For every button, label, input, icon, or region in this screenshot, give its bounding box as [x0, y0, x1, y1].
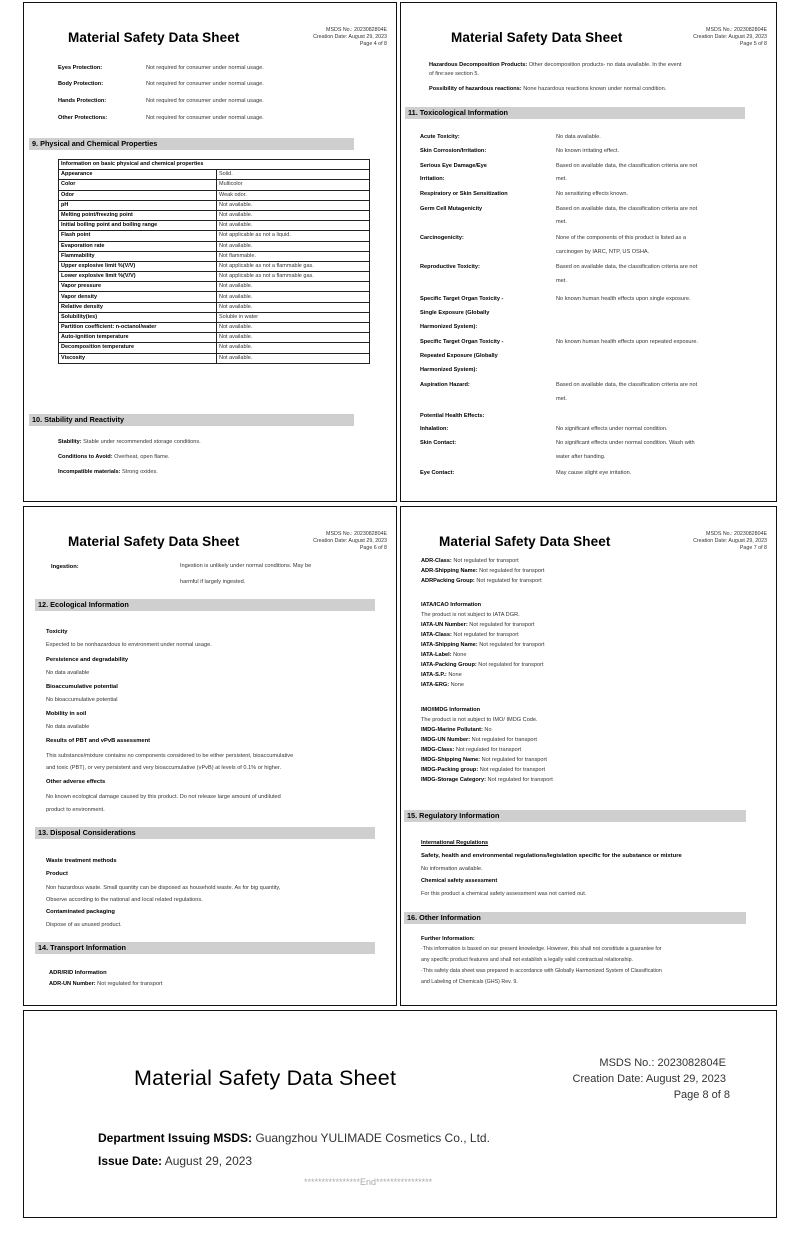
table-row: Viscosity Not available.: [59, 353, 370, 363]
section-11-header: 11. Toxicological Information: [405, 107, 745, 119]
product-text: Non hazardous waste. Small quantity can be disposed as household waste. As for big quantity,: [46, 885, 281, 891]
eco-heading: Persistence and degradability: [46, 657, 129, 663]
table-row: Flammability Not flammable.: [59, 251, 370, 261]
creation-date: Creation Date: August 29, 2023: [313, 538, 387, 544]
section-10-header: 10. Stability and Reactivity: [29, 414, 354, 426]
eco-heading: Mobility in soil: [46, 711, 87, 717]
creation-date: Creation Date: August 29, 2023: [313, 34, 387, 40]
eco-text-cont: and toxic (PBT), or very persistent and very bioaccumulative (vPvB) at levels of 0.1% or higher.: [46, 765, 282, 771]
transport-line: IMDG-Shipping Name: Not regulated for transport: [421, 757, 547, 763]
page-8: [23, 1010, 777, 1218]
transport-line: IATA-Shipping Name: Not regulated for transport: [421, 642, 545, 648]
table-row: Appearance Solid.: [59, 170, 370, 180]
eco-text: This substance/mixture contains no components considered to be either persistent, bioaccumulative: [46, 753, 294, 759]
further-info-text: ·This information is based on our present knowledge. However, this shall not constitute a guarantee for: [421, 946, 662, 952]
doc-meta: [693, 531, 767, 552]
stability-line: Stability: Stable under recommended storage conditions.: [58, 439, 201, 445]
table-row: Lower explosive limit %(V/V) Not applicable as not a flammable gas.: [59, 272, 370, 282]
page-5: Material Safety Data Sheet MSDS No.: 2023082804E Creation Date: August 29, 2023 Page 5 of 8 Hazardous Decomposition Products: Other decomposition products- no data available. In the event of fire:see section 5. Possibility of hazardous reactions: None hazardous reactions known under normal condition. 11. Toxicological Information Acute Toxicity: No data available. Skin Corrosion/Irritation: No known irritating effect. Serious Eye Damage/Eye Based on available data, the classification criteria are not Irritation: met. Respiratory or Skin Sensitization No sensitizing effects known. Germ Cell Mutagenicity Based on available data, the classification criteria are not met. Carcinogenicity: None of the components of this product is listed as a carcinogen by IARC, NTP, US OSHA. Reproductive Toxicity: Based on available data, the classification criteria are not met. Specific Target Organ Toxicity - No known human health effects upon single exposure. Single Exposure (Globally Harmonized System): Specific Target Organ Toxicity - No known human health effects upon repeated exposure. Repeated Exposure (Globally Harmonized System): Aspiration Hazard: Based on available data, the classification criteria are not met. Potential Health Effects: Inhalation: No significant effects under normal condition. Skin Contact: No significant effects under normal condition. Wash with water after handing. Eye Contact: May cause slight eye irritation.: [400, 2, 777, 502]
ingestion-label: Ingestion:: [51, 564, 79, 570]
eco-text: No known ecological damage caused by this product. Do not release large amount of undiluted: [46, 794, 281, 800]
transport-line: ADR-Shipping Name: Not regulated for transport: [421, 568, 545, 574]
transport-line: IMDG-UN Number: Not regulated for transport: [421, 737, 537, 743]
further-info-text: ·This safety data sheet was prepared in accordance with Globally Harmonized System of Classification: [421, 968, 662, 974]
table-header: Information on basic physical and chemical properties: [59, 160, 370, 170]
msds-number: MSDS No.: 2023082804E: [706, 27, 767, 33]
doc-title: Material Safety Data Sheet: [68, 30, 240, 45]
section-14-header: 14. Transport Information: [35, 942, 375, 954]
table-row: Flash point Not applicable as not a liquid.: [59, 231, 370, 241]
safety-regulations-heading: Safety, health and environmental regulations/legislation specific for the substance or mixture: [421, 853, 682, 859]
msds-number: MSDS No.: 2023082804E: [599, 1057, 726, 1069]
doc-title: Material Safety Data Sheet: [439, 534, 611, 549]
doc-meta: [313, 531, 387, 552]
table-row: Melting point/freezing point Not available.: [59, 210, 370, 220]
section-16-header: 16. Other Information: [404, 912, 746, 924]
page-header: [24, 3, 396, 53]
hazardous-decomposition-cont: of fire:see section 5.: [429, 71, 480, 77]
doc-meta: [313, 27, 387, 48]
adr-un-line: ADR-UN Number: Not regulated for transport: [49, 981, 163, 987]
doc-title: Material Safety Data Sheet: [68, 534, 240, 549]
page-header: [401, 507, 776, 557]
page-header: [24, 507, 396, 557]
ingestion-value-cont: harmful if largely ingested.: [180, 579, 246, 585]
physical-properties-table: [58, 159, 370, 364]
table-row: pH Not available.: [59, 200, 370, 210]
eco-heading: Other adverse effects: [46, 779, 106, 785]
section-9-header: 9. Physical and Chemical Properties: [29, 138, 354, 150]
transport-line: IATA-Packing Group: Not regulated for transport: [421, 662, 544, 668]
transport-line: IMDG-Marine Pollutant: No: [421, 727, 492, 733]
ingestion-value: Ingestion is unlikely under normal conditions. May be: [180, 563, 312, 569]
issuing-department: Department Issuing MSDS: Guangzhou YULIMADE Cosmetics Co., Ltd.: [98, 1131, 490, 1145]
incompatible-line: Incompatible materials: Strong oxides.: [58, 469, 158, 475]
msds-number: MSDS No.: 2023082804E: [326, 531, 387, 537]
further-info-text: any specific product features and shall not establish a legally valid contractual relationship.: [421, 957, 633, 963]
table-row: Auto-ignition temperature Not available.: [59, 333, 370, 343]
doc-meta: [572, 1055, 730, 1103]
table-row: Relative density Not available.: [59, 302, 370, 312]
eco-text: Expected to be nonhazardous to environment under normal usage.: [46, 642, 212, 648]
doc-meta: [693, 27, 767, 48]
transport-line: IMDG-Packing group: Not regulated for transport: [421, 767, 546, 773]
page-number: Page 6 of 8: [359, 545, 387, 551]
further-info-heading: Further Information:: [421, 936, 475, 942]
eco-text-cont: product to environment.: [46, 807, 105, 813]
doc-title: Material Safety Data Sheet: [451, 30, 623, 45]
packaging-text: Dispose of as unused product.: [46, 922, 122, 928]
page-header: [401, 3, 776, 53]
chem-assess-heading: Chemical safety assessment: [421, 878, 498, 884]
eco-heading: Toxicity: [46, 629, 68, 635]
imo-heading: IMO/IMDG Information: [421, 707, 481, 713]
table-row: Upper explosive limit %(V/V) Not applicable as not a flammable gas.: [59, 261, 370, 271]
product-text-cont: Observe according to the national and local related regulations.: [46, 897, 203, 903]
table-row: Odor Weak odor.: [59, 190, 370, 200]
page-6: [23, 506, 397, 1006]
transport-line: IATA-S.P.: None: [421, 672, 462, 678]
section-13-header: 13. Disposal Considerations: [35, 827, 375, 839]
table-row: Partition coefficient: n-octanol/water Not available.: [59, 323, 370, 333]
msds-number: MSDS No.: 2023082804E: [326, 27, 387, 33]
creation-date: Creation Date: August 29, 2023: [693, 34, 767, 40]
imo-note: The product is not subject to IMO/ IMDG Code.: [421, 717, 538, 723]
transport-line: IMDG-Storage Category: Not regulated for transport: [421, 777, 553, 783]
eco-heading: Bioaccumulative potential: [46, 684, 118, 690]
table-row: Vapor pressure Not available.: [59, 282, 370, 292]
transport-line: ADR-Class: Not regulated for transport: [421, 558, 519, 564]
packaging-heading: Contaminated packaging: [46, 909, 115, 915]
msds-number: MSDS No.: 2023082804E: [706, 531, 767, 537]
waste-heading: Waste treatment methods: [46, 858, 117, 864]
end-marker: ****************End****************: [304, 1177, 433, 1187]
transport-line: IATA-Label: None: [421, 652, 467, 658]
transport-line: IMDG-Class: Not regulated for transport: [421, 747, 522, 753]
page-4: Material Safety Data Sheet MSDS No.: 2023082804E Creation Date: August 29, 2023 Page 4 of 8 Eyes Protection: Not required for consumer under normal usage. Body Protection: Not required for consumer under normal usage. Hands Protection: Not required for consumer under normal usage. Other Protections: Not required for consumer under normal usage. 9. Physical and Chemical Properties Information on basic physical and chemical properties Appearance Solid. Color Multicolor Odor Weak odor. pH Not available. Melting point/freezing point Not available. Initial boiling point and boiling range Not available. Flash point Not applicable as not a liquid. Evaporation rate Not available. Flammability Not flammable. Upper explosive limit %(V/V) Not applicable as not a flammable gas. Lower explosive limit %(V/V) Not applicable as not a flammable gas. Vapor pressure Not available. Vapor density Not available. Relative density Not available. Solubility(ies) Soluble in water Partition coefficient: n-octanol/water Not available. Auto-ignition temperature Not available. Decomposition temperature Not available. Viscosity Not available. 10. Stability and Reactivity Stability: Stable under recommended storage conditions. Conditions to Avoid: Overheat, open flame. Incompatible materials: Strong oxides.: [23, 2, 397, 502]
product-heading: Product: [46, 871, 68, 877]
table-row: Solubility(ies) Soluble in water: [59, 312, 370, 322]
section-15-header: 15. Regulatory Information: [404, 810, 746, 822]
iata-note: The product is not subject to IATA DGR.: [421, 612, 520, 618]
table-row: Decomposition temperature Not available.: [59, 343, 370, 353]
adr-heading: ADR/RID Information: [49, 970, 107, 976]
transport-line: IATA-UN Number: Not regulated for transport: [421, 622, 535, 628]
page-number: Page 7 of 8: [739, 545, 767, 551]
page-number: Page 8 of 8: [673, 1089, 730, 1101]
possibility-hazardous: Possibility of hazardous reactions: None hazardous reactions known under normal condition.: [429, 86, 667, 92]
intl-regulations-heading: International Regulations: [421, 840, 489, 846]
no-info-text: No information available.: [421, 866, 483, 872]
page-number: Page 4 of 8: [359, 41, 387, 47]
page-number: Page 5 of 8: [739, 41, 767, 47]
issue-date: Issue Date: August 29, 2023: [98, 1154, 253, 1168]
creation-date: Creation Date: August 29, 2023: [693, 538, 767, 544]
eco-heading: Results of PBT and vPvB assessment: [46, 738, 151, 744]
doc-title: Material Safety Data Sheet: [134, 1066, 397, 1090]
conditions-line: Conditions to Avoid: Overheat, open flame.: [58, 454, 170, 460]
further-info-text: and Labeling of Chemicals (GHS) Rev. 9.: [421, 979, 518, 985]
eco-text: No data available: [46, 670, 90, 676]
hazardous-decomposition: Hazardous Decomposition Products: Other decomposition products- no data available. In the event: [429, 62, 682, 68]
transport-line: IATA-ERG: None: [421, 682, 465, 688]
section-12-header: 12. Ecological Information: [35, 599, 375, 611]
iata-heading: IATA/ICAO Information: [421, 602, 482, 608]
chem-assess-text: For this product a chemical safety assessment was not carried out.: [421, 891, 587, 897]
table-row: Evaporation rate Not available.: [59, 241, 370, 251]
eco-text: No bioaccumulative potential: [46, 697, 118, 703]
page-7: [400, 506, 777, 1006]
table-row: Initial boiling point and boiling range Not available.: [59, 221, 370, 231]
creation-date: Creation Date: August 29, 2023: [572, 1073, 726, 1085]
eco-text: No data available: [46, 724, 90, 730]
table-row: Color Multicolor: [59, 180, 370, 190]
table-row: Vapor density Not available.: [59, 292, 370, 302]
transport-line: ADRPacking Group: Not regulated for transport: [421, 578, 542, 584]
transport-line: IATA-Class: Not regulated for transport: [421, 632, 519, 638]
